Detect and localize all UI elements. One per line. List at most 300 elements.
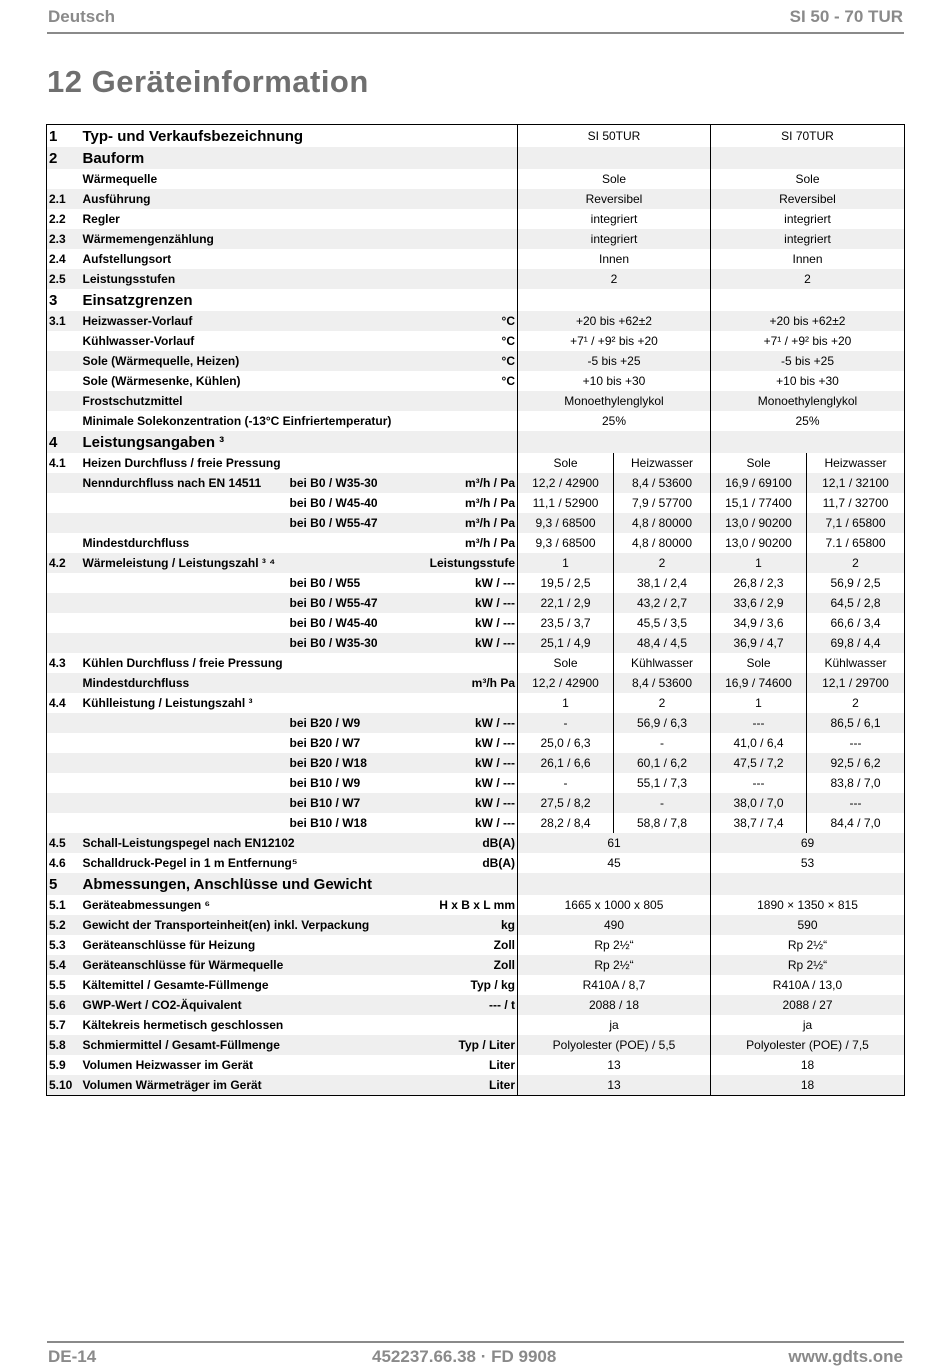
section-row — [47, 431, 905, 453]
value-cell: 36,9 / 4,7 — [711, 633, 807, 653]
value-cell: 60,1 / 6,2 — [614, 753, 711, 773]
value-cell: 8,4 / 53600 — [614, 673, 711, 693]
row-number: 2.1 — [47, 189, 81, 209]
row-unit — [417, 189, 518, 209]
value-cell: 34,9 / 3,6 — [711, 613, 807, 633]
row-unit — [417, 209, 518, 229]
value-si50tur: +20 bis +62±2 — [518, 311, 711, 331]
value-si50tur: -5 bis +25 — [518, 351, 711, 371]
row-number: 4.5 — [47, 833, 81, 853]
table-row — [47, 915, 905, 935]
value-si70tur: ja — [711, 1015, 905, 1035]
value-cell: 12,2 / 42900 — [518, 673, 614, 693]
value-si70tur: 2 — [711, 269, 905, 289]
row-condition: bei B10 / W9 — [289, 776, 361, 790]
row-unit: °C — [501, 374, 515, 388]
table-row — [47, 613, 905, 633]
value-cell: 7.1 / 65800 — [807, 533, 905, 553]
row-label — [81, 513, 288, 533]
value-si50tur: integriert — [518, 209, 711, 229]
value-cell: 26,8 / 2,3 — [711, 573, 807, 593]
footer-page-number: DE-14 — [48, 1347, 97, 1366]
row-unit: kW / --- — [417, 753, 518, 773]
row-unit: dB(A) — [417, 833, 518, 853]
row-label: Kühlwasser-Vorlauf — [82, 334, 195, 348]
table-row — [47, 793, 905, 813]
row-number — [47, 573, 81, 593]
row-unit: °C — [501, 334, 515, 348]
value-si70tur: 590 — [711, 915, 905, 935]
value-cell: 1 — [711, 693, 807, 713]
value-si70tur: Rp 2½“ — [711, 935, 905, 955]
page-title: 12 Geräteinformation — [47, 64, 369, 99]
row-label: Gewicht der Transporteinheit(en) inkl. Verpackung — [81, 915, 417, 935]
value-cell: --- — [711, 713, 807, 733]
value-cell: 38,1 / 2,4 — [614, 573, 711, 593]
row-label: Schmiermittel / Gesamt-Füllmenge — [81, 1035, 417, 1055]
value-cell: 8,4 / 53600 — [614, 473, 711, 493]
value-si70tur — [711, 431, 905, 453]
row-unit: --- / t — [417, 995, 518, 1015]
row-number: 5.5 — [49, 978, 66, 992]
value-si50tur: 13 — [518, 1075, 711, 1096]
value-cell: Sole — [518, 653, 614, 673]
row-number — [47, 753, 81, 773]
row-number: 5.10 — [47, 1075, 81, 1096]
value-cell: --- — [711, 773, 807, 793]
row-number: 5.6 — [47, 995, 81, 1015]
value-si50tur — [518, 289, 711, 311]
value-cell: 1 — [518, 553, 614, 573]
value-si70tur: 1890 × 1350 × 815 — [711, 895, 905, 915]
row-label: Heizen Durchfluss / freie Pressung — [82, 456, 281, 470]
value-si50tur: Innen — [518, 249, 711, 269]
row-unit: kg — [417, 915, 518, 935]
value-cell: 26,1 / 6,6 — [518, 753, 614, 773]
row-unit: Liter — [417, 1075, 518, 1096]
row-label: Leistungsangaben ³ — [81, 431, 417, 453]
row-label: Schall-Leistungspegel nach EN12102 — [81, 833, 417, 853]
footer-website: www.gdts.one — [788, 1347, 903, 1366]
table-row — [47, 411, 905, 431]
value-cell: 66,6 / 3,4 — [807, 613, 905, 633]
row-number — [47, 793, 81, 813]
table-row — [47, 853, 905, 873]
value-cell: Sole — [518, 453, 614, 473]
row-unit — [417, 147, 518, 169]
footer-rule — [47, 1341, 904, 1343]
value-cell: 4,8 / 80000 — [614, 533, 711, 553]
row-label — [81, 713, 288, 733]
value-cell: 56,9 / 6,3 — [614, 713, 711, 733]
value-cell: --- — [807, 733, 905, 753]
row-label — [81, 813, 288, 833]
value-si70tur — [711, 147, 905, 169]
value-si50tur — [518, 873, 711, 895]
value-cell: 9,3 / 68500 — [518, 533, 614, 553]
row-unit — [417, 873, 518, 895]
table-row — [47, 1055, 905, 1075]
table-row — [47, 1035, 905, 1055]
value-cell: 11,7 / 32700 — [807, 493, 905, 513]
value-si70tur: Monoethylenglykol — [711, 391, 905, 411]
row-label: Leistungsstufen — [81, 269, 417, 289]
value-cell: 12,2 / 42900 — [518, 473, 614, 493]
row-label: Abmessungen, Anschlüsse und Gewicht — [81, 873, 417, 895]
value-cell: 69,8 / 4,4 — [807, 633, 905, 653]
table-row — [47, 573, 905, 593]
row-label: Geräteanschlüsse für Heizung — [82, 938, 256, 952]
value-cell: 41,0 / 6,4 — [711, 733, 807, 753]
header-language: Deutsch — [48, 7, 116, 26]
value-cell: - — [614, 733, 711, 753]
value-cell: 84,4 / 7,0 — [807, 813, 905, 833]
value-si50tur: ja — [518, 1015, 711, 1035]
row-unit: m³/h / Pa — [417, 473, 518, 493]
row-unit: m³/h / Pa — [464, 536, 515, 550]
row-label — [81, 733, 288, 753]
value-cell: Kühlwasser — [807, 653, 905, 673]
row-number: 2.3 — [47, 229, 81, 249]
value-cell: - — [518, 773, 614, 793]
value-cell: 15,1 / 77400 — [711, 493, 807, 513]
row-number: 2.4 — [49, 252, 66, 266]
value-cell: 64,5 / 2,8 — [807, 593, 905, 613]
value-si50tur: +7¹ / +9² bis +20 — [518, 331, 711, 351]
row-label: Mindestdurchfluss — [82, 536, 190, 550]
table-row — [47, 453, 905, 473]
row-label: Kühlleistung / Leistungszahl ³ — [82, 696, 253, 710]
row-label: Wärmemengenzählung — [81, 229, 417, 249]
row-number: 4.4 — [49, 696, 66, 710]
value-cell: 92,5 / 6,2 — [807, 753, 905, 773]
table-row — [47, 493, 905, 513]
row-condition: bei B10 / W18 — [289, 816, 367, 830]
value-cell: Heizwasser — [807, 453, 905, 473]
row-condition: bei B0 / W55 — [289, 576, 361, 590]
row-label: Ausführung — [81, 189, 417, 209]
row-number — [47, 351, 81, 371]
table-row — [47, 351, 905, 371]
row-unit: Leistungsstufe — [417, 553, 518, 573]
row-label — [81, 793, 288, 813]
table-row — [47, 391, 905, 411]
value-si50tur: 25% — [518, 411, 711, 431]
table-row — [47, 813, 905, 833]
value-si50tur: Polyolester (POE) / 5,5 — [518, 1035, 711, 1055]
value-si70tur: Rp 2½“ — [711, 955, 905, 975]
value-cell: - — [614, 793, 711, 813]
row-label: Sole (Wärmequelle, Heizen) — [81, 351, 417, 371]
value-si70tur: +10 bis +30 — [711, 371, 905, 391]
row-unit: kW / --- — [475, 576, 515, 590]
table-row — [47, 955, 905, 975]
row-unit: Zoll — [417, 955, 518, 975]
value-cell: 2 — [614, 553, 711, 573]
value-si70tur: SI 70TUR — [711, 125, 905, 148]
table-row — [47, 269, 905, 289]
row-unit — [417, 289, 518, 311]
table-row — [47, 1075, 905, 1096]
value-si70tur: Sole — [711, 169, 905, 189]
row-number — [47, 371, 81, 391]
row-label: Einsatzgrenzen — [82, 291, 193, 309]
row-number: 4.2 — [47, 553, 81, 573]
value-cell: 1 — [518, 693, 614, 713]
row-number — [47, 773, 81, 793]
value-cell: 7,1 / 65800 — [807, 513, 905, 533]
value-cell: 38,7 / 7,4 — [711, 813, 807, 833]
row-number — [47, 411, 81, 431]
value-cell: 16,9 / 74600 — [711, 673, 807, 693]
value-si50tur: 2 — [518, 269, 711, 289]
row-label — [81, 573, 288, 593]
row-number: 1 — [49, 127, 58, 145]
value-si50tur: +10 bis +30 — [518, 371, 711, 391]
row-number — [47, 733, 81, 753]
header-rule — [47, 32, 904, 34]
row-number — [47, 613, 81, 633]
row-condition: bei B0 / W35-30 — [288, 633, 417, 653]
table-row — [47, 473, 905, 493]
row-number — [47, 391, 81, 411]
value-cell: 1 — [711, 553, 807, 573]
row-unit — [417, 229, 518, 249]
value-si70tur: Reversibel — [711, 189, 905, 209]
row-label — [81, 613, 288, 633]
row-number — [47, 473, 81, 493]
table-row — [47, 331, 905, 351]
row-unit: m³/h / Pa — [464, 496, 515, 510]
row-unit: Typ / Liter — [417, 1035, 518, 1055]
row-unit: °C — [417, 311, 518, 331]
value-cell: Kühlwasser — [614, 653, 711, 673]
spec-table — [46, 124, 905, 1096]
row-label — [81, 493, 288, 513]
table-row — [47, 311, 905, 331]
value-cell: 86,5 / 6,1 — [807, 713, 905, 733]
row-number: 3 — [49, 291, 58, 309]
value-cell: 11,1 / 52900 — [518, 493, 614, 513]
row-unit — [417, 249, 518, 269]
row-unit — [417, 1015, 518, 1035]
row-label — [81, 593, 288, 613]
value-cell: 23,5 / 3,7 — [518, 613, 614, 633]
row-condition: bei B20 / W7 — [289, 736, 361, 750]
row-unit: H x B x L mm — [439, 898, 515, 912]
table-row — [47, 189, 905, 209]
value-cell: 13,0 / 90200 — [711, 513, 807, 533]
row-label: Mindestdurchfluss — [81, 673, 417, 693]
table-row — [47, 753, 905, 773]
row-number: 5.1 — [49, 898, 66, 912]
table-row — [47, 533, 905, 553]
footer-document-code: 452237.66.38 · FD 9908 — [372, 1347, 557, 1366]
value-cell: 7,9 / 57700 — [614, 493, 711, 513]
row-number — [47, 533, 81, 553]
value-cell: Sole — [711, 653, 807, 673]
value-cell: 45,5 / 3,5 — [614, 613, 711, 633]
table-row — [47, 209, 905, 229]
row-number: 4.6 — [49, 856, 66, 870]
table-row — [47, 895, 905, 915]
table-row — [47, 1015, 905, 1035]
row-label: Kühlen Durchfluss / freie Pressung — [82, 656, 283, 670]
row-unit — [417, 653, 518, 673]
value-cell: 12,1 / 32100 — [807, 473, 905, 493]
row-number: 2.2 — [49, 212, 66, 226]
value-cell: 33,6 / 2,9 — [711, 593, 807, 613]
row-label: Frostschutzmittel — [81, 391, 417, 411]
row-number — [47, 713, 81, 733]
value-cell: 13,0 / 90200 — [711, 533, 807, 553]
value-si70tur: 53 — [711, 853, 905, 873]
row-label: Kältemittel / Gesamte-Füllmenge — [82, 978, 269, 992]
table-row — [47, 975, 905, 995]
table-row — [47, 673, 905, 693]
row-number — [47, 633, 81, 653]
row-unit — [417, 693, 518, 713]
row-label: Aufstellungsort — [82, 252, 172, 266]
value-si50tur: 1665 x 1000 x 805 — [518, 895, 711, 915]
row-label: Volumen Wärmeträger im Gerät — [81, 1075, 417, 1096]
row-number: 2 — [47, 147, 81, 169]
value-cell: 16,9 / 69100 — [711, 473, 807, 493]
value-cell: 25,1 / 4,9 — [518, 633, 614, 653]
row-unit: Liter — [488, 1058, 515, 1072]
value-si50tur: SI 50TUR — [518, 125, 711, 148]
row-unit: kW / --- — [475, 776, 515, 790]
value-si70tur: 18 — [711, 1055, 905, 1075]
row-number — [47, 673, 81, 693]
value-cell: - — [518, 713, 614, 733]
row-unit: kW / --- — [417, 633, 518, 653]
row-number: 5.9 — [49, 1058, 66, 1072]
row-condition: bei B0 / W45-40 — [289, 496, 378, 510]
table-row — [47, 169, 905, 189]
row-number: 5.4 — [47, 955, 81, 975]
row-label — [81, 773, 288, 793]
row-condition: bei B0 / W55-47 — [288, 593, 417, 613]
value-cell: 19,5 / 2,5 — [518, 573, 614, 593]
value-si70tur: 69 — [711, 833, 905, 853]
value-cell: 48,4 / 4,5 — [614, 633, 711, 653]
value-si50tur: R410A / 8,7 — [518, 975, 711, 995]
value-si70tur: integriert — [711, 209, 905, 229]
value-cell: 27,5 / 8,2 — [518, 793, 614, 813]
value-cell: 12,1 / 29700 — [807, 673, 905, 693]
section-row — [47, 125, 905, 148]
value-cell: --- — [807, 793, 905, 813]
row-condition: bei B0 / W45-40 — [289, 616, 378, 630]
row-unit: kW / --- — [475, 616, 515, 630]
row-number: 4.3 — [49, 656, 66, 670]
value-si50tur — [518, 431, 711, 453]
row-label: Nenndurchfluss nach EN 14511 — [81, 473, 288, 493]
value-cell: 38,0 / 7,0 — [711, 793, 807, 813]
value-cell: 47,5 / 7,2 — [711, 753, 807, 773]
section-row — [47, 289, 905, 311]
row-condition: bei B0 / W35-30 — [288, 473, 417, 493]
row-number: 5.3 — [49, 938, 66, 952]
table-row — [47, 653, 905, 673]
value-cell: 22,1 / 2,9 — [518, 593, 614, 613]
row-label: Minimale Solekonzentration (-13°C Einfriertemperatur) — [82, 414, 392, 428]
value-cell: 2 — [614, 693, 711, 713]
table-row — [47, 693, 905, 713]
table-row — [47, 371, 905, 391]
row-number — [47, 593, 81, 613]
row-number — [47, 493, 81, 513]
row-number: 2.5 — [47, 269, 81, 289]
value-si50tur: 45 — [518, 853, 711, 873]
row-label: Schalldruck-Pegel in 1 m Entfernung⁵ — [82, 856, 298, 870]
row-label — [81, 753, 288, 773]
table-row — [47, 553, 905, 573]
row-unit: m³/h / Pa — [417, 513, 518, 533]
row-unit: Typ / kg — [470, 978, 515, 992]
row-number: 4 — [47, 431, 81, 453]
value-si50tur: Rp 2½“ — [518, 935, 711, 955]
row-unit — [417, 391, 518, 411]
row-label: Typ- und Verkaufsbezeichnung — [82, 127, 304, 145]
section-row — [47, 873, 905, 895]
row-condition: bei B20 / W18 — [288, 753, 417, 773]
row-unit: kW / --- — [417, 793, 518, 813]
row-number — [47, 331, 81, 351]
row-condition: bei B20 / W9 — [288, 713, 417, 733]
table-row — [47, 513, 905, 533]
row-number: 5 — [47, 873, 81, 895]
value-si70tur: Innen — [711, 249, 905, 269]
value-si70tur: R410A / 13,0 — [711, 975, 905, 995]
row-number — [47, 513, 81, 533]
row-unit: kW / --- — [417, 713, 518, 733]
value-si70tur — [711, 873, 905, 895]
value-si70tur: integriert — [711, 229, 905, 249]
value-cell: 55,1 / 7,3 — [614, 773, 711, 793]
table-row — [47, 249, 905, 269]
table-row — [47, 633, 905, 653]
table-row — [47, 229, 905, 249]
value-si50tur: Reversibel — [518, 189, 711, 209]
value-cell: 83,8 / 7,0 — [807, 773, 905, 793]
table-row — [47, 733, 905, 753]
row-unit: Zoll — [493, 938, 515, 952]
row-number: 5.8 — [47, 1035, 81, 1055]
row-unit — [417, 453, 518, 473]
row-label: Geräteabmessungen ⁶ — [82, 898, 211, 912]
value-cell: 56,9 / 2,5 — [807, 573, 905, 593]
value-si70tur: 2088 / 27 — [711, 995, 905, 1015]
row-label: Heizwasser-Vorlauf — [81, 311, 417, 331]
value-si70tur: +20 bis +62±2 — [711, 311, 905, 331]
row-label: Bauform — [81, 147, 417, 169]
value-cell: 2 — [807, 553, 905, 573]
value-cell: 4,8 / 80000 — [614, 513, 711, 533]
row-unit: dB(A) — [482, 856, 515, 870]
row-condition: bei B10 / W7 — [288, 793, 417, 813]
row-unit: kW / --- — [475, 736, 515, 750]
row-unit — [417, 411, 518, 431]
value-si50tur — [518, 147, 711, 169]
table-row — [47, 773, 905, 793]
row-label: Volumen Heizwasser im Gerät — [82, 1058, 254, 1072]
table-row — [47, 833, 905, 853]
row-number — [47, 169, 81, 189]
row-unit — [417, 431, 518, 453]
row-label — [81, 633, 288, 653]
